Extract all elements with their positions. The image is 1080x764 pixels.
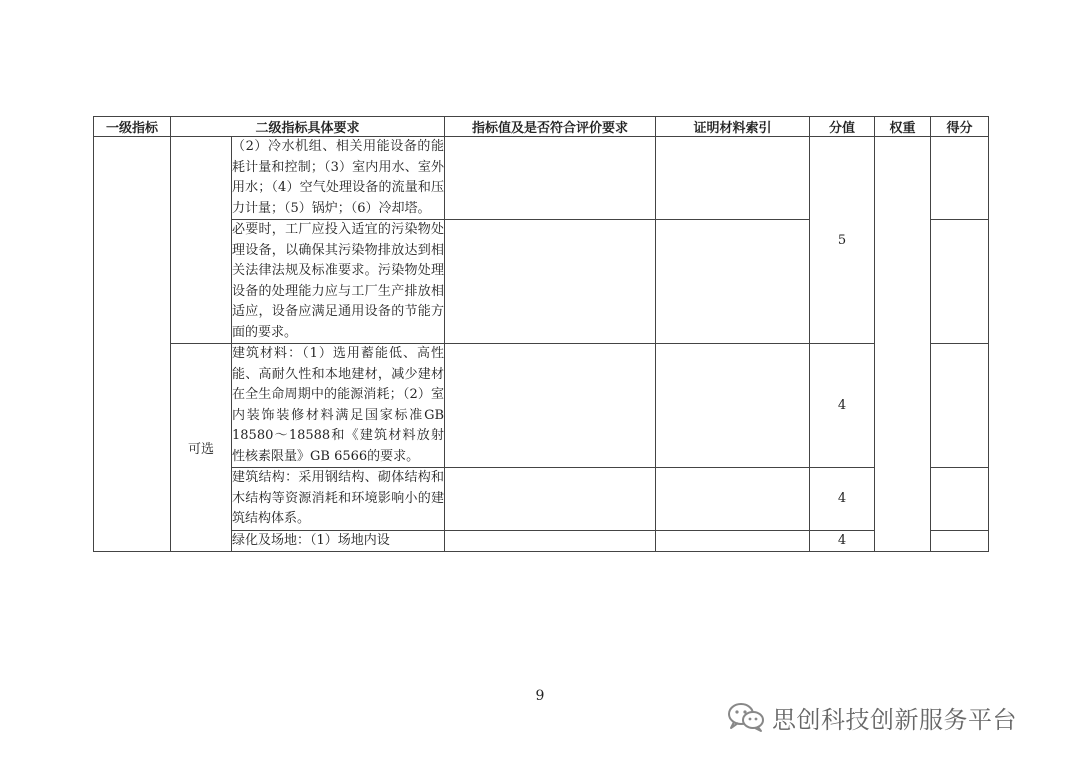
wechat-icon (726, 701, 766, 733)
score-cell: 5 (810, 137, 875, 344)
table-row (94, 137, 989, 220)
header-level1: 一级指标 (94, 117, 171, 137)
table-header-row (94, 117, 989, 137)
watermark (726, 700, 1017, 734)
indicator-value-cell (445, 220, 656, 344)
requirement-text: 建筑材料：（1）选用蓄能低、高性能、高耐久性和本地建材，减少建材在全生命周期中的能源消耗；（2）室内装饰装修材料满足国家标准GB 18580～18588和《建筑材料放射性核素限量》GB 6566的要求。 (232, 344, 445, 468)
header-evidence-index: 证明材料索引 (656, 117, 810, 137)
requirement-text: 建筑结构：采用钢结构、砌体结构和木结构等资源消耗和环境影响小的建筑结构体系。 (232, 468, 445, 531)
weight-cell (875, 137, 931, 552)
level1-cell (94, 137, 171, 552)
points-cell (931, 137, 989, 220)
requirement-text: 必要时，工厂应投入适宜的污染物处理设备，以确保其污染物排放达到相关法律法规及标准要求。污染物处理设备的处理能力应与工厂生产排放相适应，设备应满足通用设备的节能方面的要求。 (232, 220, 445, 344)
indicator-value-cell (445, 468, 656, 531)
header-weight: 权重 (875, 117, 931, 137)
header-score: 分值 (810, 117, 875, 137)
requirement-text: （2）冷水机组、相关用能设备的能耗计量和控制；（3）室内用水、室外用水；（4）空气处理设备的流量和压力计量；（5）锅炉；（6）冷却塔。 (232, 137, 445, 220)
score-cell: 4 (810, 344, 875, 468)
page-number: 9 (535, 688, 545, 704)
points-cell (931, 220, 989, 344)
indicator-value-cell (445, 530, 656, 552)
level2-category-cell (171, 137, 232, 344)
evidence-index-cell (656, 530, 810, 552)
evidence-index-cell (656, 137, 810, 220)
score-cell: 4 (810, 530, 875, 552)
score-cell: 4 (810, 468, 875, 531)
table-row (94, 344, 989, 468)
points-cell (931, 530, 989, 552)
optional-label: 可选 (171, 344, 232, 552)
requirement-text: 绿化及场地：（1）场地内设 (232, 530, 445, 552)
points-cell (931, 468, 989, 531)
indicator-value-cell (445, 344, 656, 468)
header-level2-requirements: 二级指标具体要求 (171, 117, 445, 137)
indicator-table (93, 116, 989, 552)
header-points: 得分 (931, 117, 989, 137)
header-indicator-value: 指标值及是否符合评价要求 (445, 117, 656, 137)
points-cell (931, 344, 989, 468)
evidence-index-cell (656, 220, 810, 344)
evidence-index-cell (656, 468, 810, 531)
evidence-index-cell (656, 344, 810, 468)
indicator-value-cell (445, 137, 656, 220)
watermark-text: 思创科技创新服务平台 (772, 705, 1017, 734)
